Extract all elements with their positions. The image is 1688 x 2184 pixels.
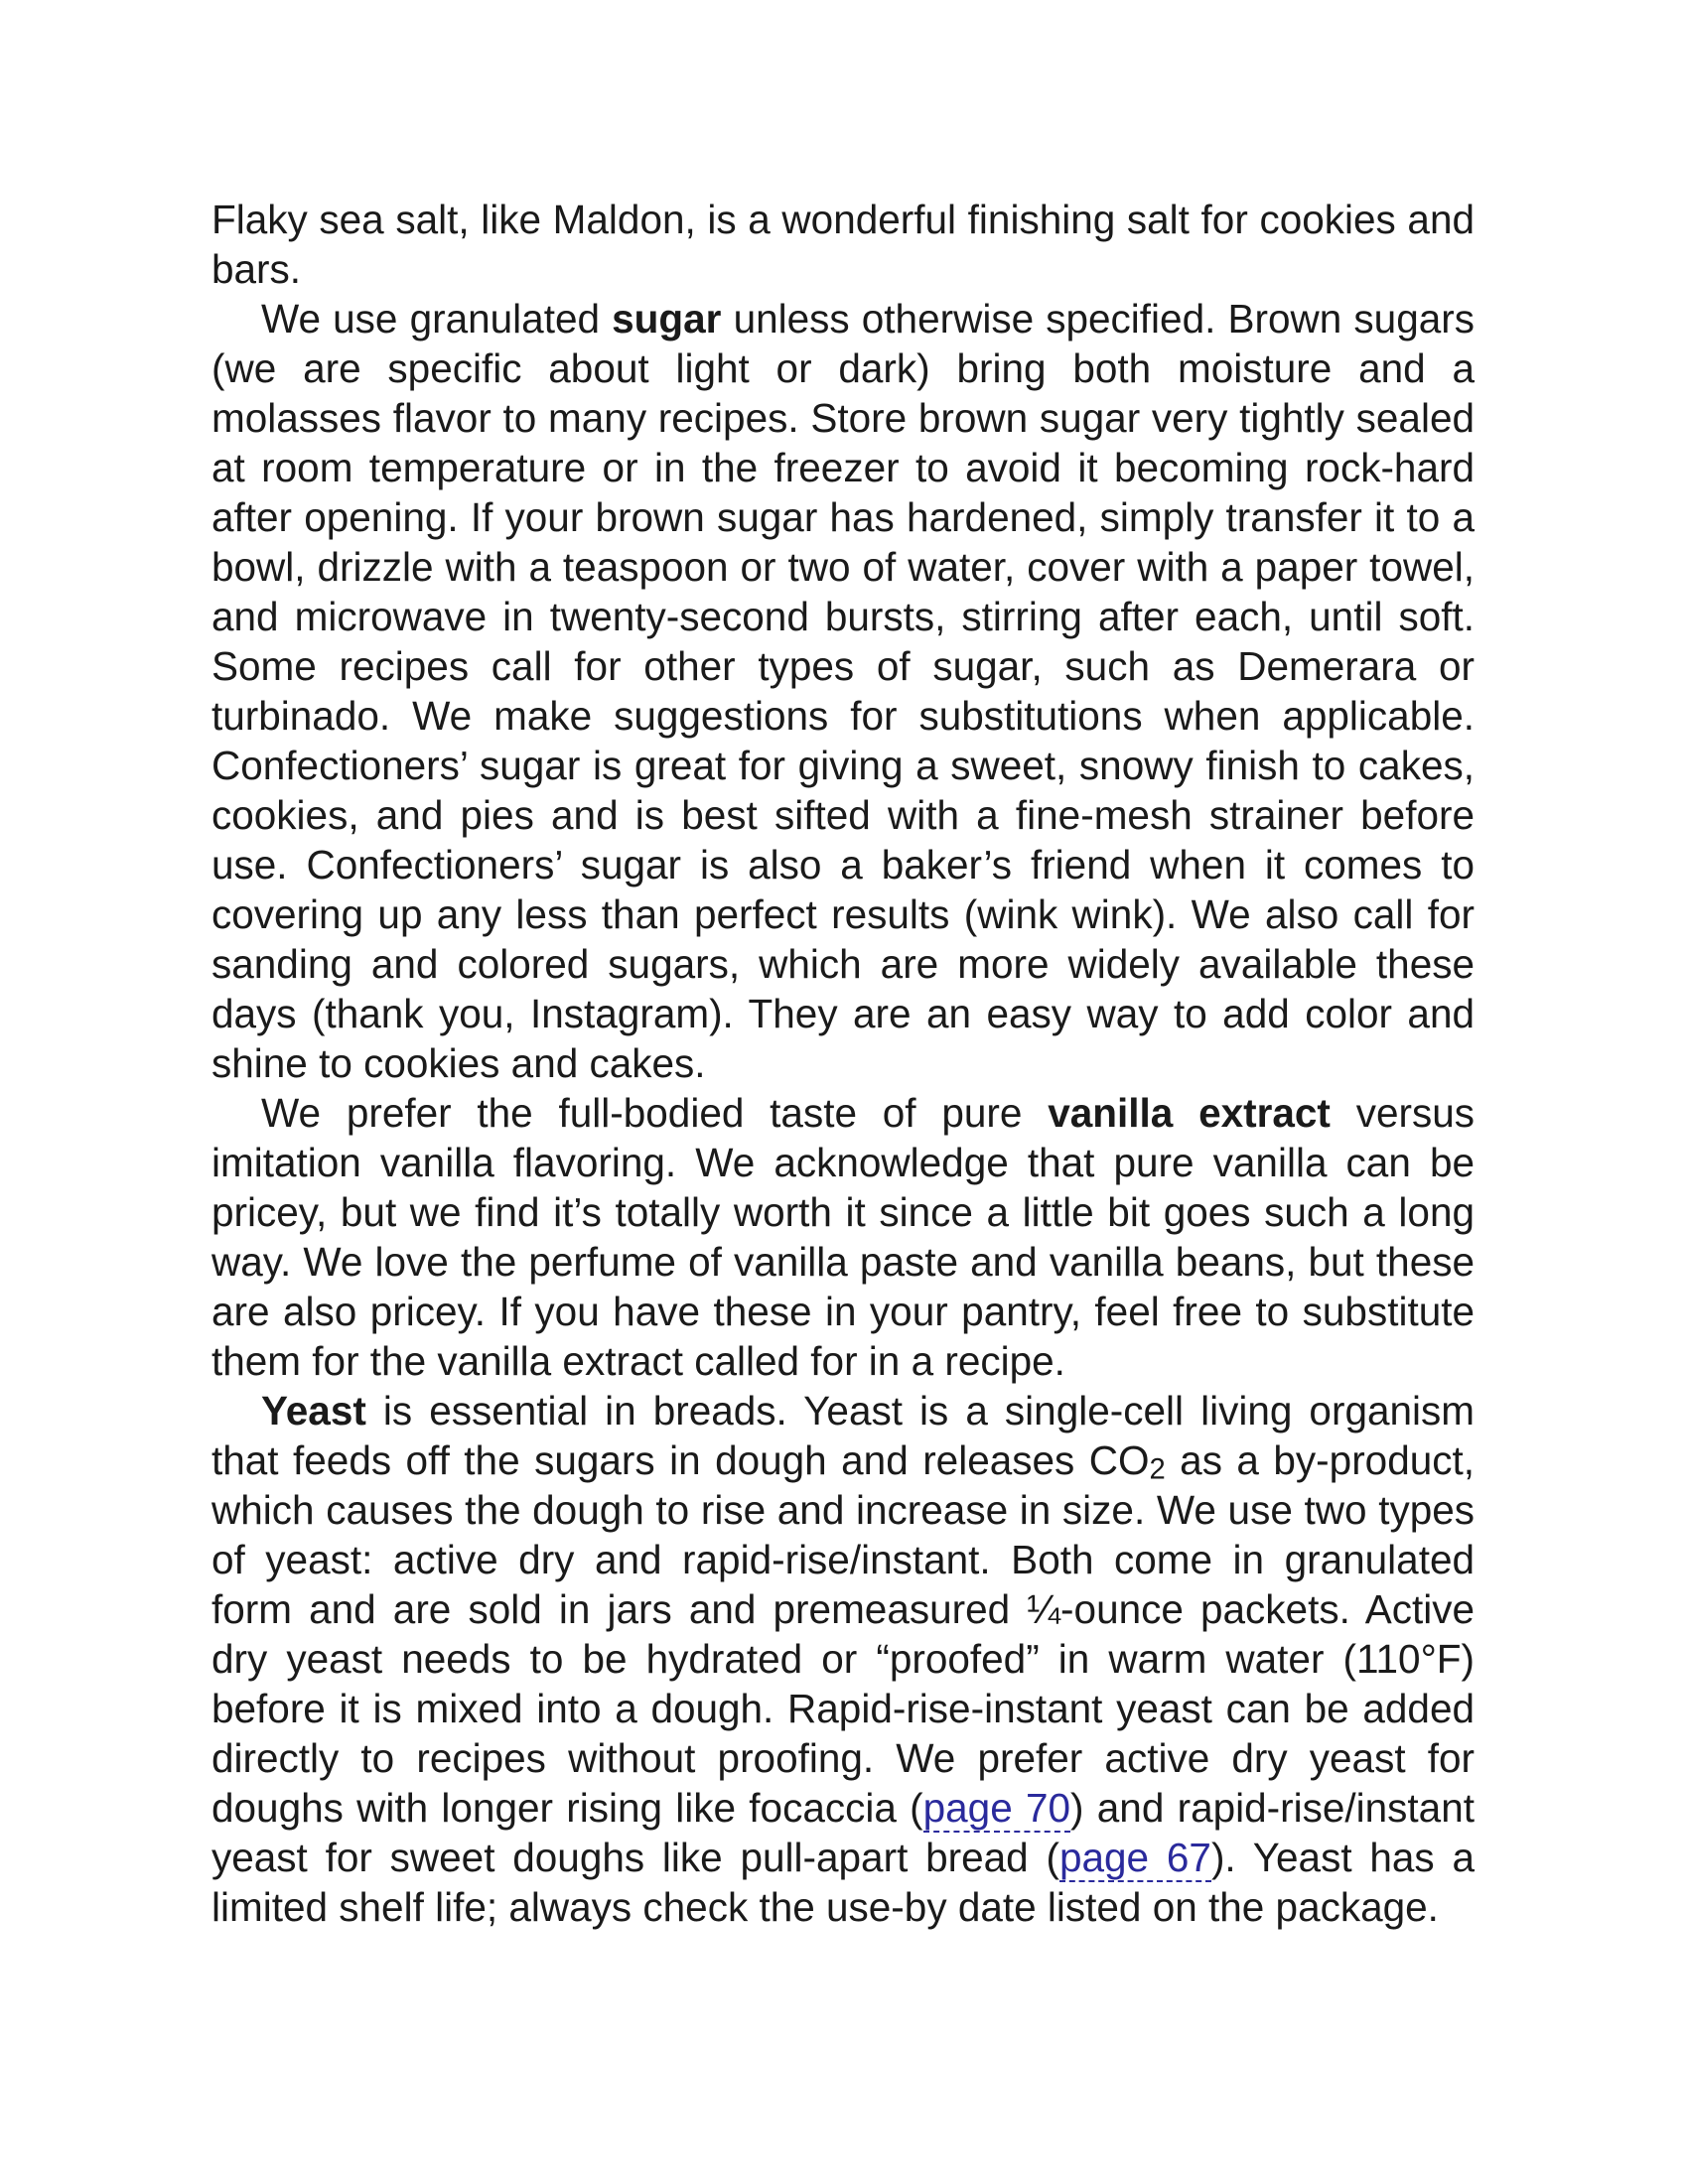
co2-subscript: 2 (1149, 1453, 1166, 1486)
term-vanilla-extract: vanilla extract (1048, 1090, 1331, 1136)
paragraph-text: versus imitation vanilla flavoring. We acknowledge that pure vanilla can be pricey, but we find it’s totally worth it since a little bit goes such a long way. We love the perfume of vanilla paste and vanilla beans, but these are also pricey. If you have these in your pantry, feel free to substitute them for the vanilla extract called for in a recipe. (211, 1090, 1475, 1384)
term-yeast: Yeast (261, 1388, 366, 1433)
paragraph-text: We prefer the full-bodied taste of pure (261, 1090, 1049, 1136)
link-page-67[interactable]: page 67 (1058, 1835, 1211, 1880)
document-page (211, 195, 1475, 1932)
paragraph-text: is essential in breads. Yeast is a single-cell living organism that feeds off the sugars in dough and releases CO (211, 1388, 1475, 1483)
paragraph-sugar (211, 294, 1475, 1088)
paragraph-text: ) and rapid-rise/instant yeast for sweet doughs like pull-apart bread ( (211, 1785, 1475, 1880)
paragraph-text: ). Yeast has a limited shelf life; always check the use-by date listed on the package. (211, 1835, 1475, 1930)
paragraph-vanilla (211, 1088, 1475, 1386)
paragraph-text: unless otherwise specified. Brown sugars (we are specific about light or dark) bring both moisture and a molasses flavor to many recipes. Store brown sugar very tightly sealed at room temperature or in the freezer to avoid it becoming rock-hard after opening. If your brown sugar has hardened, simply transfer it to a bowl, drizzle with a teaspoon or two of water, cover with a paper towel, and microwave in twenty-second bursts, stirring after each, until soft. Some recipes call for other types of sugar, such as Demerara or turbinado. We make suggestions for substitutions when applicable. Confectioners’ sugar is great for giving a sweet, snowy finish to cakes, cookies, and pies and is best sifted with a fine-mesh strainer before use. Confectioners’ sugar is also a baker’s friend when it comes to covering up any less than perfect results (wink wink). We also call for sanding and colored sugars, which are more widely available these days (thank you, Instagram). They are an easy way to add color and shine to cookies and cakes. (211, 296, 1475, 1086)
paragraph-salt (211, 195, 1475, 294)
paragraph-yeast (211, 1386, 1475, 1932)
link-page-70[interactable]: page 70 (922, 1785, 1071, 1831)
paragraph-text: as a by-product, which causes the dough to rise and increase in size. We use two types of yeast: active dry and rapid-rise/instant. Both come in granulated form and are sold in jars and premeasured ¼-ounce packets. Active dry yeast needs to be hydrated or “proofed” in warm water (110°F) before it is mixed into a dough. Rapid-rise-instant yeast can be added directly to recipes without proofing. We prefer active dry yeast for doughs with longer rising like focaccia ( (211, 1437, 1476, 1831)
paragraph-text: We use granulated (261, 296, 613, 341)
term-sugar: sugar (612, 296, 722, 341)
paragraph-text: Flaky sea salt, like Maldon, is a wonderful finishing salt for cookies and bars. (211, 197, 1475, 292)
